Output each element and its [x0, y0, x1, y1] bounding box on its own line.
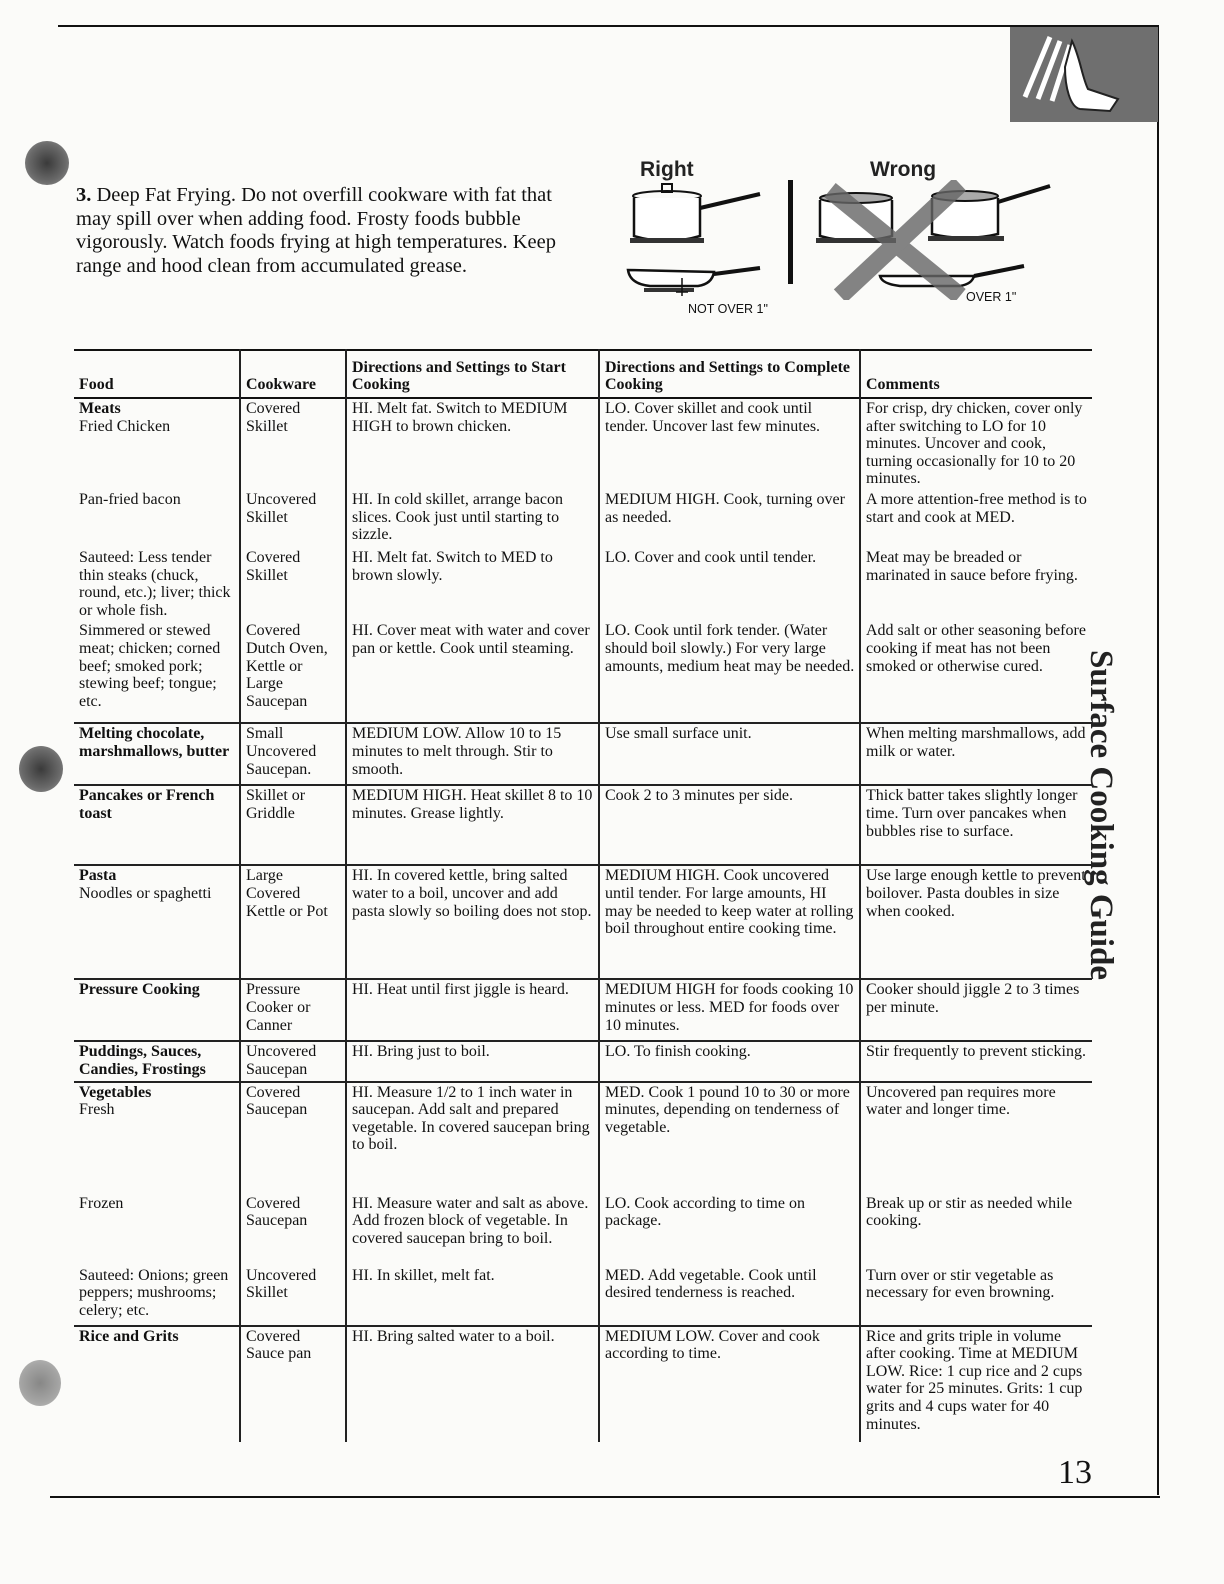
table-group [74, 785, 1092, 865]
cell-text: HI. Measure 1/2 to 1 inch water in saucepan. Add salt and prepared vegetable. In covered saucepan bring to boil. [352, 1083, 590, 1154]
cell-start [346, 490, 599, 548]
cell-text: Covered Skillet [246, 400, 301, 435]
cell-food [74, 1326, 240, 1442]
cell-food [74, 1266, 240, 1326]
cell-text: Cook 2 to 3 minutes per side. [605, 787, 793, 805]
cell-text: Uncovered pan requires more water and longer time. [866, 1083, 1056, 1119]
deep-fat-frying-paragraph [76, 184, 576, 278]
table-row [74, 865, 1092, 979]
cell-start [346, 548, 599, 621]
cell-food [74, 1082, 240, 1194]
cell-start [346, 1194, 599, 1266]
cell-text: Puddings, Sauces, Candies, Frostings [79, 1043, 206, 1078]
cell-cookware [240, 785, 346, 865]
table-group [74, 1041, 1092, 1081]
cell-comments [860, 621, 1092, 723]
cell-complete [599, 1082, 860, 1194]
cell-text: HI. Melt fat. Switch to MED to brown slowly. [352, 549, 553, 584]
table-row [74, 621, 1092, 723]
cell-comments [860, 723, 1092, 785]
cell-text: LO. Cook according to time on package. [605, 1194, 805, 1230]
cell-text: LO. Cover skillet and cook until tender. Uncover last few minutes. [605, 400, 821, 435]
header-comments: Comments [860, 350, 1092, 398]
table-row [74, 1041, 1092, 1081]
cell-text: LO. Cover and cook until tender. [605, 549, 817, 566]
table-group [74, 979, 1092, 1041]
cell-text: Meat may be breaded or marinated in sauce before frying. [866, 549, 1078, 584]
cell-cookware [240, 621, 346, 723]
cell-food [74, 398, 240, 490]
cell-text: HI. Bring salted water to a boil. [352, 1327, 555, 1345]
cell-text: HI. Heat until first jiggle is heard. [352, 981, 569, 999]
hand-pointing-icon [1010, 27, 1158, 122]
cell-complete [599, 1194, 860, 1266]
cell-text: MEDIUM HIGH. Cook uncovered until tender. For large amounts, HI may be needed to keep water at rolling boil throughout entire cooking time. [605, 867, 854, 938]
cell-food [74, 490, 240, 548]
cell-comments [860, 1082, 1092, 1194]
cell-text: Large Covered Kettle or Pot [246, 867, 328, 920]
cell-text: Break up or stir as needed while cooking. [866, 1194, 1073, 1230]
cell-text: Add salt or other seasoning before cooking if meat has not been smoked or otherwise cured. [866, 622, 1086, 675]
cell-text: Melting chocolate, marshmallows, butter [79, 725, 230, 760]
right-label: Right [640, 158, 694, 181]
cell-complete [599, 1041, 860, 1081]
cell-comments [860, 1041, 1092, 1081]
cell-text: Sauteed: Onions; green peppers; mushrooms; celery; etc. [79, 1266, 229, 1319]
table-group [74, 723, 1092, 785]
cell-start [346, 398, 599, 490]
intro-heading: Deep Fat Frying. [96, 184, 236, 206]
surface-cooking-table [74, 349, 1092, 1442]
cell-text: Covered Saucepan [246, 1083, 308, 1119]
table-row [74, 398, 1092, 490]
cell-food [74, 865, 240, 979]
table-group [74, 865, 1092, 979]
cell-cookware [240, 398, 346, 490]
header-cookware: Cookware [240, 350, 346, 398]
cell-text: Noodles or spaghetti [79, 884, 212, 902]
cell-text: Cooker should jiggle 2 to 3 times per minute. [866, 981, 1080, 1016]
table-row [74, 490, 1092, 548]
table-row [74, 1082, 1092, 1194]
header-food: Food [79, 376, 114, 394]
cell-text: HI. In cold skillet, arrange bacon slices. Cook just until starting to sizzle. [352, 491, 564, 544]
cell-text: Use small surface unit. [605, 725, 752, 743]
cell-text: HI. Bring just to boil. [352, 1043, 490, 1061]
cell-complete [599, 723, 860, 785]
cell-text: HI. In skillet, melt fat. [352, 1266, 495, 1284]
cell-text: MED. Cook 1 pound 10 to 30 or more minutes, depending on tenderness of vegetable. [605, 1083, 850, 1136]
cell-complete [599, 621, 860, 723]
table-row [74, 548, 1092, 621]
cell-text: HI. Melt fat. Switch to MEDIUM HIGH to brown chicken. [352, 400, 568, 435]
cell-cookware [240, 1266, 346, 1326]
cell-comments [860, 1326, 1092, 1442]
cell-food [74, 723, 240, 785]
cell-text: For crisp, dry chicken, cover only after switching to LO for 10 minutes. Uncover and cook, turning occasionally for 10 to 20 minutes. [866, 400, 1083, 488]
cell-cookware [240, 490, 346, 548]
intro-number: 3. [76, 184, 92, 206]
cell-text: Rice and grits triple in volume after cooking. Time at MEDIUM LOW. Rice: 1 cup rice and 2 cups water for 25 minutes. Grits: 1 cup grits and 4 cups water for 40 minutes. [866, 1327, 1083, 1433]
cell-start [346, 1041, 599, 1081]
cell-text: Covered Sauce pan [246, 1327, 312, 1363]
cell-start [346, 621, 599, 723]
cell-cookware [240, 1041, 346, 1081]
cell-complete [599, 1326, 860, 1442]
cell-text: Use large enough kettle to prevent boilover. Pasta doubles in size when cooked. [866, 867, 1086, 920]
right-saucepan-icon [630, 184, 760, 243]
cell-text: Covered Saucepan [246, 1194, 308, 1230]
cell-start [346, 785, 599, 865]
top-rule [58, 25, 1158, 27]
cell-text: Pressure Cooking [79, 981, 200, 999]
cell-start [346, 723, 599, 785]
cell-cookware [240, 1082, 346, 1194]
cell-cookware [240, 865, 346, 979]
table-row [74, 785, 1092, 865]
cell-comments [860, 979, 1092, 1041]
cell-comments [860, 865, 1092, 979]
cell-text: HI. Cover meat with water and cover pan or kettle. Cook until steaming. [352, 622, 590, 657]
cell-cookware [240, 979, 346, 1041]
right-margin-rule [1157, 25, 1159, 1495]
group-title: Pasta [79, 867, 117, 885]
table-header-row [74, 350, 1092, 398]
cell-start [346, 865, 599, 979]
cell-start [346, 1266, 599, 1326]
binder-hole-top [25, 141, 69, 185]
cell-complete [599, 548, 860, 621]
cell-text: MEDIUM LOW. Allow 10 to 15 minutes to melt through. Stir to smooth. [352, 725, 562, 778]
cell-complete [599, 979, 860, 1041]
table-row [74, 1326, 1092, 1442]
cell-cookware [240, 548, 346, 621]
table-group [74, 1326, 1092, 1442]
cell-text: HI. Measure water and salt as above. Add frozen block of vegetable. In covered saucepan bring to boil. [352, 1194, 589, 1247]
diagram-divider [788, 180, 793, 284]
cell-food [74, 1194, 240, 1266]
cell-text: Covered Dutch Oven, Kettle or Large Saucepan [246, 622, 328, 710]
cell-text: Simmered or stewed meat; chicken; corned beef; smoked pork; stewing beef; tongue; etc. [79, 622, 221, 710]
cell-text: MEDIUM HIGH for foods cooking 10 minutes or less. MED for foods over 10 minutes. [605, 981, 854, 1034]
cell-text: MEDIUM LOW. Cover and cook according to time. [605, 1327, 820, 1363]
right-skillet-icon [628, 268, 760, 296]
cell-text: MED. Add vegetable. Cook until desired tenderness is reached. [605, 1266, 817, 1302]
cell-text: Pan-fried bacon [79, 491, 181, 508]
cell-text: LO. To finish cooking. [605, 1043, 751, 1061]
cell-text: Covered Skillet [246, 549, 301, 584]
cell-text: Uncovered Skillet [246, 491, 317, 526]
cell-text: Thick batter takes slightly longer time. Turn over pancakes when bubbles rise to surface. [866, 787, 1078, 840]
cell-text: Uncovered Saucepan [246, 1043, 317, 1078]
cell-comments [860, 548, 1092, 621]
cell-complete [599, 785, 860, 865]
table-row [74, 1194, 1092, 1266]
table-row [74, 979, 1092, 1041]
cell-text: Skillet or Griddle [246, 787, 306, 822]
cell-text: Frozen [79, 1194, 124, 1212]
table-group [74, 398, 1092, 723]
cell-text: A more attention-free method is to start and cook at MED. [866, 491, 1087, 526]
cell-text: Rice and Grits [79, 1327, 179, 1345]
cell-comments [860, 785, 1092, 865]
cell-cookware [240, 723, 346, 785]
cell-start [346, 1326, 599, 1442]
cell-text: Small Uncovered Saucepan. [246, 725, 317, 778]
cell-food [74, 979, 240, 1041]
cell-complete [599, 398, 860, 490]
wrong-note: OVER 1" [966, 290, 1017, 304]
cell-text: Stir frequently to prevent sticking. [866, 1043, 1086, 1061]
table-row [74, 723, 1092, 785]
cell-text: Fried Chicken [79, 417, 171, 435]
cell-comments [860, 1194, 1092, 1266]
cell-food [74, 621, 240, 723]
cell-cookware [240, 1326, 346, 1442]
header-start: Directions and Settings to Start Cooking [346, 350, 599, 398]
cell-text: Pancakes or French toast [79, 787, 215, 822]
binder-hole-bottom [19, 1360, 61, 1406]
cell-complete [599, 490, 860, 548]
cell-start [346, 1082, 599, 1194]
cell-food [74, 785, 240, 865]
cell-text: Uncovered Skillet [246, 1266, 317, 1302]
binder-hole-middle [19, 746, 63, 792]
wrong-label: Wrong [870, 158, 937, 181]
cell-text: MEDIUM HIGH. Cook, turning over as needed. [605, 491, 845, 526]
frying-diagram [620, 180, 1060, 300]
cell-start [346, 979, 599, 1041]
cell-text: MEDIUM HIGH. Heat skillet 8 to 10 minutes. Grease lightly. [352, 787, 593, 822]
cell-text: Turn over or stir vegetable as necessary for even browning. [866, 1266, 1055, 1302]
table-row [74, 1266, 1092, 1326]
side-title: Surface Cooking Guide [1083, 650, 1119, 981]
cell-complete [599, 1266, 860, 1326]
right-note: NOT OVER 1" [688, 302, 768, 316]
group-title: Vegetables [79, 1083, 152, 1101]
cell-comments [860, 398, 1092, 490]
cell-comments [860, 1266, 1092, 1326]
group-title: Meats [79, 400, 121, 417]
cell-text: Fresh [79, 1101, 115, 1119]
cell-text: When melting marshmallows, add milk or water. [866, 725, 1086, 760]
cell-comments [860, 490, 1092, 548]
cell-text: LO. Cook until fork tender. (Water should boil slowly.) For very large amounts, medium heat may be needed. [605, 622, 855, 675]
bottom-rule [50, 1496, 1160, 1498]
cell-text: HI. In covered kettle, bring salted water to a boil, uncover and add pasta slowly so boiling does not stop. [352, 867, 592, 920]
cell-food [74, 548, 240, 621]
table-group [74, 1082, 1092, 1326]
page-number: 13 [1058, 1454, 1092, 1491]
cell-complete [599, 865, 860, 979]
cell-text: Sauteed: Less tender thin steaks (chuck, round, etc.); liver; thick or whole fish. [79, 549, 231, 619]
header-complete: Directions and Settings to Complete Cooking [599, 350, 860, 398]
cell-cookware [240, 1194, 346, 1266]
cell-text: Pressure Cooker or Canner [246, 981, 311, 1034]
cell-food [74, 1041, 240, 1081]
intro-text: Do not overfill cookware with fat that may spill over when adding food. Frosty foods bubble vigorously. Watch foods frying at high temperatures. Keep range and hood clean from accumulated grease. [76, 184, 556, 277]
